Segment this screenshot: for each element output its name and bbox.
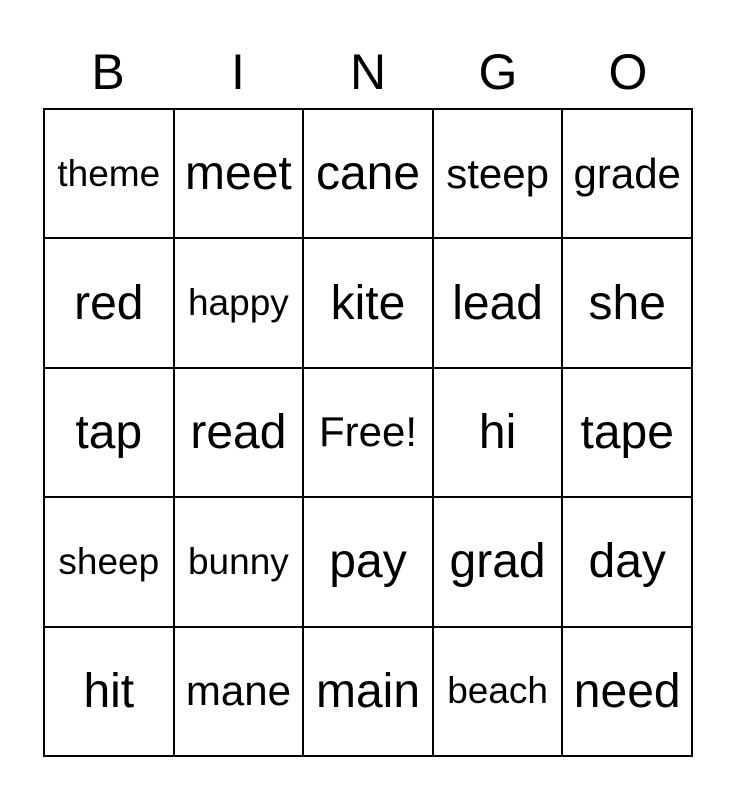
bingo-cell: day [562,497,692,626]
bingo-cell: pay [303,497,433,626]
header-letter-b: B [91,44,125,100]
bingo-cell: cane [303,109,433,238]
free-space-cell: Free! [303,368,433,497]
bingo-grid [43,108,693,757]
bingo-cell: sheep [44,497,174,626]
bingo-cell: hit [44,627,174,756]
bingo-cell: need [562,627,692,756]
bingo-header [43,40,693,104]
header-letter-i: I [231,44,245,100]
bingo-cell: happy [174,238,304,367]
bingo-cell: she [562,238,692,367]
bingo-cell: tape [562,368,692,497]
bingo-cell: grad [433,497,563,626]
bingo-cell: meet [174,109,304,238]
header-letter-o: O [608,44,648,100]
bingo-cell: theme [44,109,174,238]
header-letter-g: G [478,44,518,100]
bingo-cell: read [174,368,304,497]
bingo-cell: beach [433,627,563,756]
bingo-cell: mane [174,627,304,756]
bingo-cell: steep [433,109,563,238]
bingo-cell: lead [433,238,563,367]
bingo-cell: kite [303,238,433,367]
bingo-cell: grade [562,109,692,238]
header-letter-n: N [349,44,387,100]
bingo-cell: tap [44,368,174,497]
bingo-cell: red [44,238,174,367]
bingo-cell: main [303,627,433,756]
bingo-cell: bunny [174,497,304,626]
bingo-cell: hi [433,368,563,497]
